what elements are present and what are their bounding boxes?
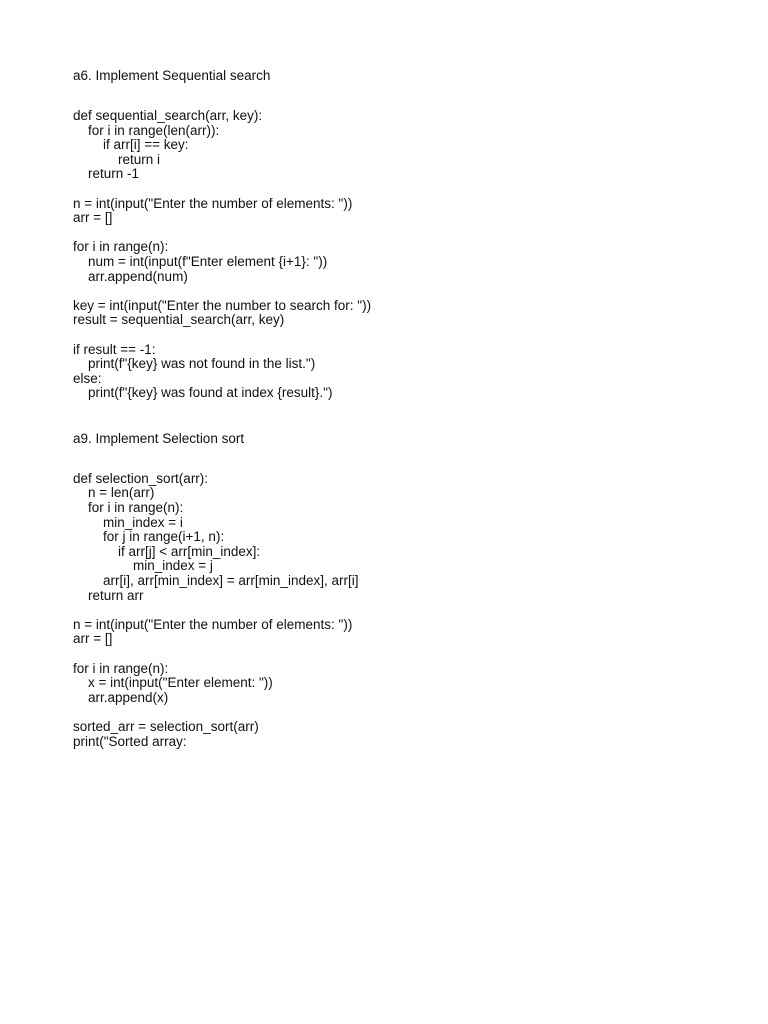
code-line: [73, 182, 753, 197]
code-line: result = sequential_search(arr, key): [73, 312, 285, 328]
code-line: if arr[j] < arr[min_index]:: [73, 543, 261, 559]
section-title-selection-sort: a9. Implement Selection sort: [73, 430, 245, 446]
code-line: def sequential_search(arr, key):: [73, 108, 263, 123]
code-line: n = int(input("Enter the number of elements: ")): [73, 616, 353, 632]
code-line: arr[i], arr[min_index] = arr[min_index], arr[i]: [73, 573, 359, 589]
spacer: [73, 401, 753, 429]
code-line: [73, 603, 753, 618]
code-line: if result == -1:: [73, 341, 156, 357]
code-line: [73, 328, 753, 343]
code-line: min_index = i: [73, 514, 183, 530]
code-line: arr = []: [73, 210, 113, 226]
code-block-sequential-search: [73, 109, 753, 401]
code-line: [73, 226, 753, 241]
code-line: def selection_sort(arr):: [73, 470, 209, 486]
code-line: key = int(input("Enter the number to search for: ")): [73, 297, 372, 313]
code-line: arr = []: [73, 631, 113, 647]
code-line: sorted_arr = selection_sort(arr): [73, 718, 259, 734]
spacer: [73, 448, 753, 472]
code-line: [73, 284, 753, 299]
code-line: for i in range(n):: [73, 239, 169, 255]
code-line: x = int(input("Enter element: ")): [73, 675, 273, 691]
code-line: for i in range(n):: [73, 660, 169, 676]
code-line: for j in range(i+1, n):: [73, 529, 225, 545]
code-line: arr.append(num): [73, 268, 188, 284]
code-line: for i in range(n):: [73, 500, 184, 516]
code-line: arr.append(x): [73, 689, 169, 705]
code-line: n = len(arr): [73, 485, 155, 501]
code-line: print(f"{key} was not found in the list."): [73, 356, 316, 372]
code-line: num = int(input(f"Enter element {i+1}: ")): [73, 253, 328, 269]
code-line: n = int(input("Enter the number of elements: ")): [73, 195, 353, 211]
spacer: [73, 85, 753, 109]
code-line: else:: [73, 370, 102, 386]
code-line: return -1: [73, 166, 140, 182]
code-block-selection-sort: [73, 472, 753, 749]
code-line: return arr: [73, 587, 144, 603]
code-line: [73, 647, 753, 662]
code-line: min_index = j: [73, 558, 213, 574]
code-line: print("Sorted array:: [73, 733, 187, 749]
document-page: [73, 66, 753, 749]
code-line: if arr[i] == key:: [73, 137, 189, 153]
section-title-sequential-search: a6. Implement Sequential search: [73, 68, 271, 83]
code-line: print(f"{key} was found at index {result}."): [73, 385, 333, 401]
code-line: [73, 705, 753, 720]
code-line: for i in range(len(arr)):: [73, 122, 220, 138]
code-line: return i: [73, 151, 161, 167]
